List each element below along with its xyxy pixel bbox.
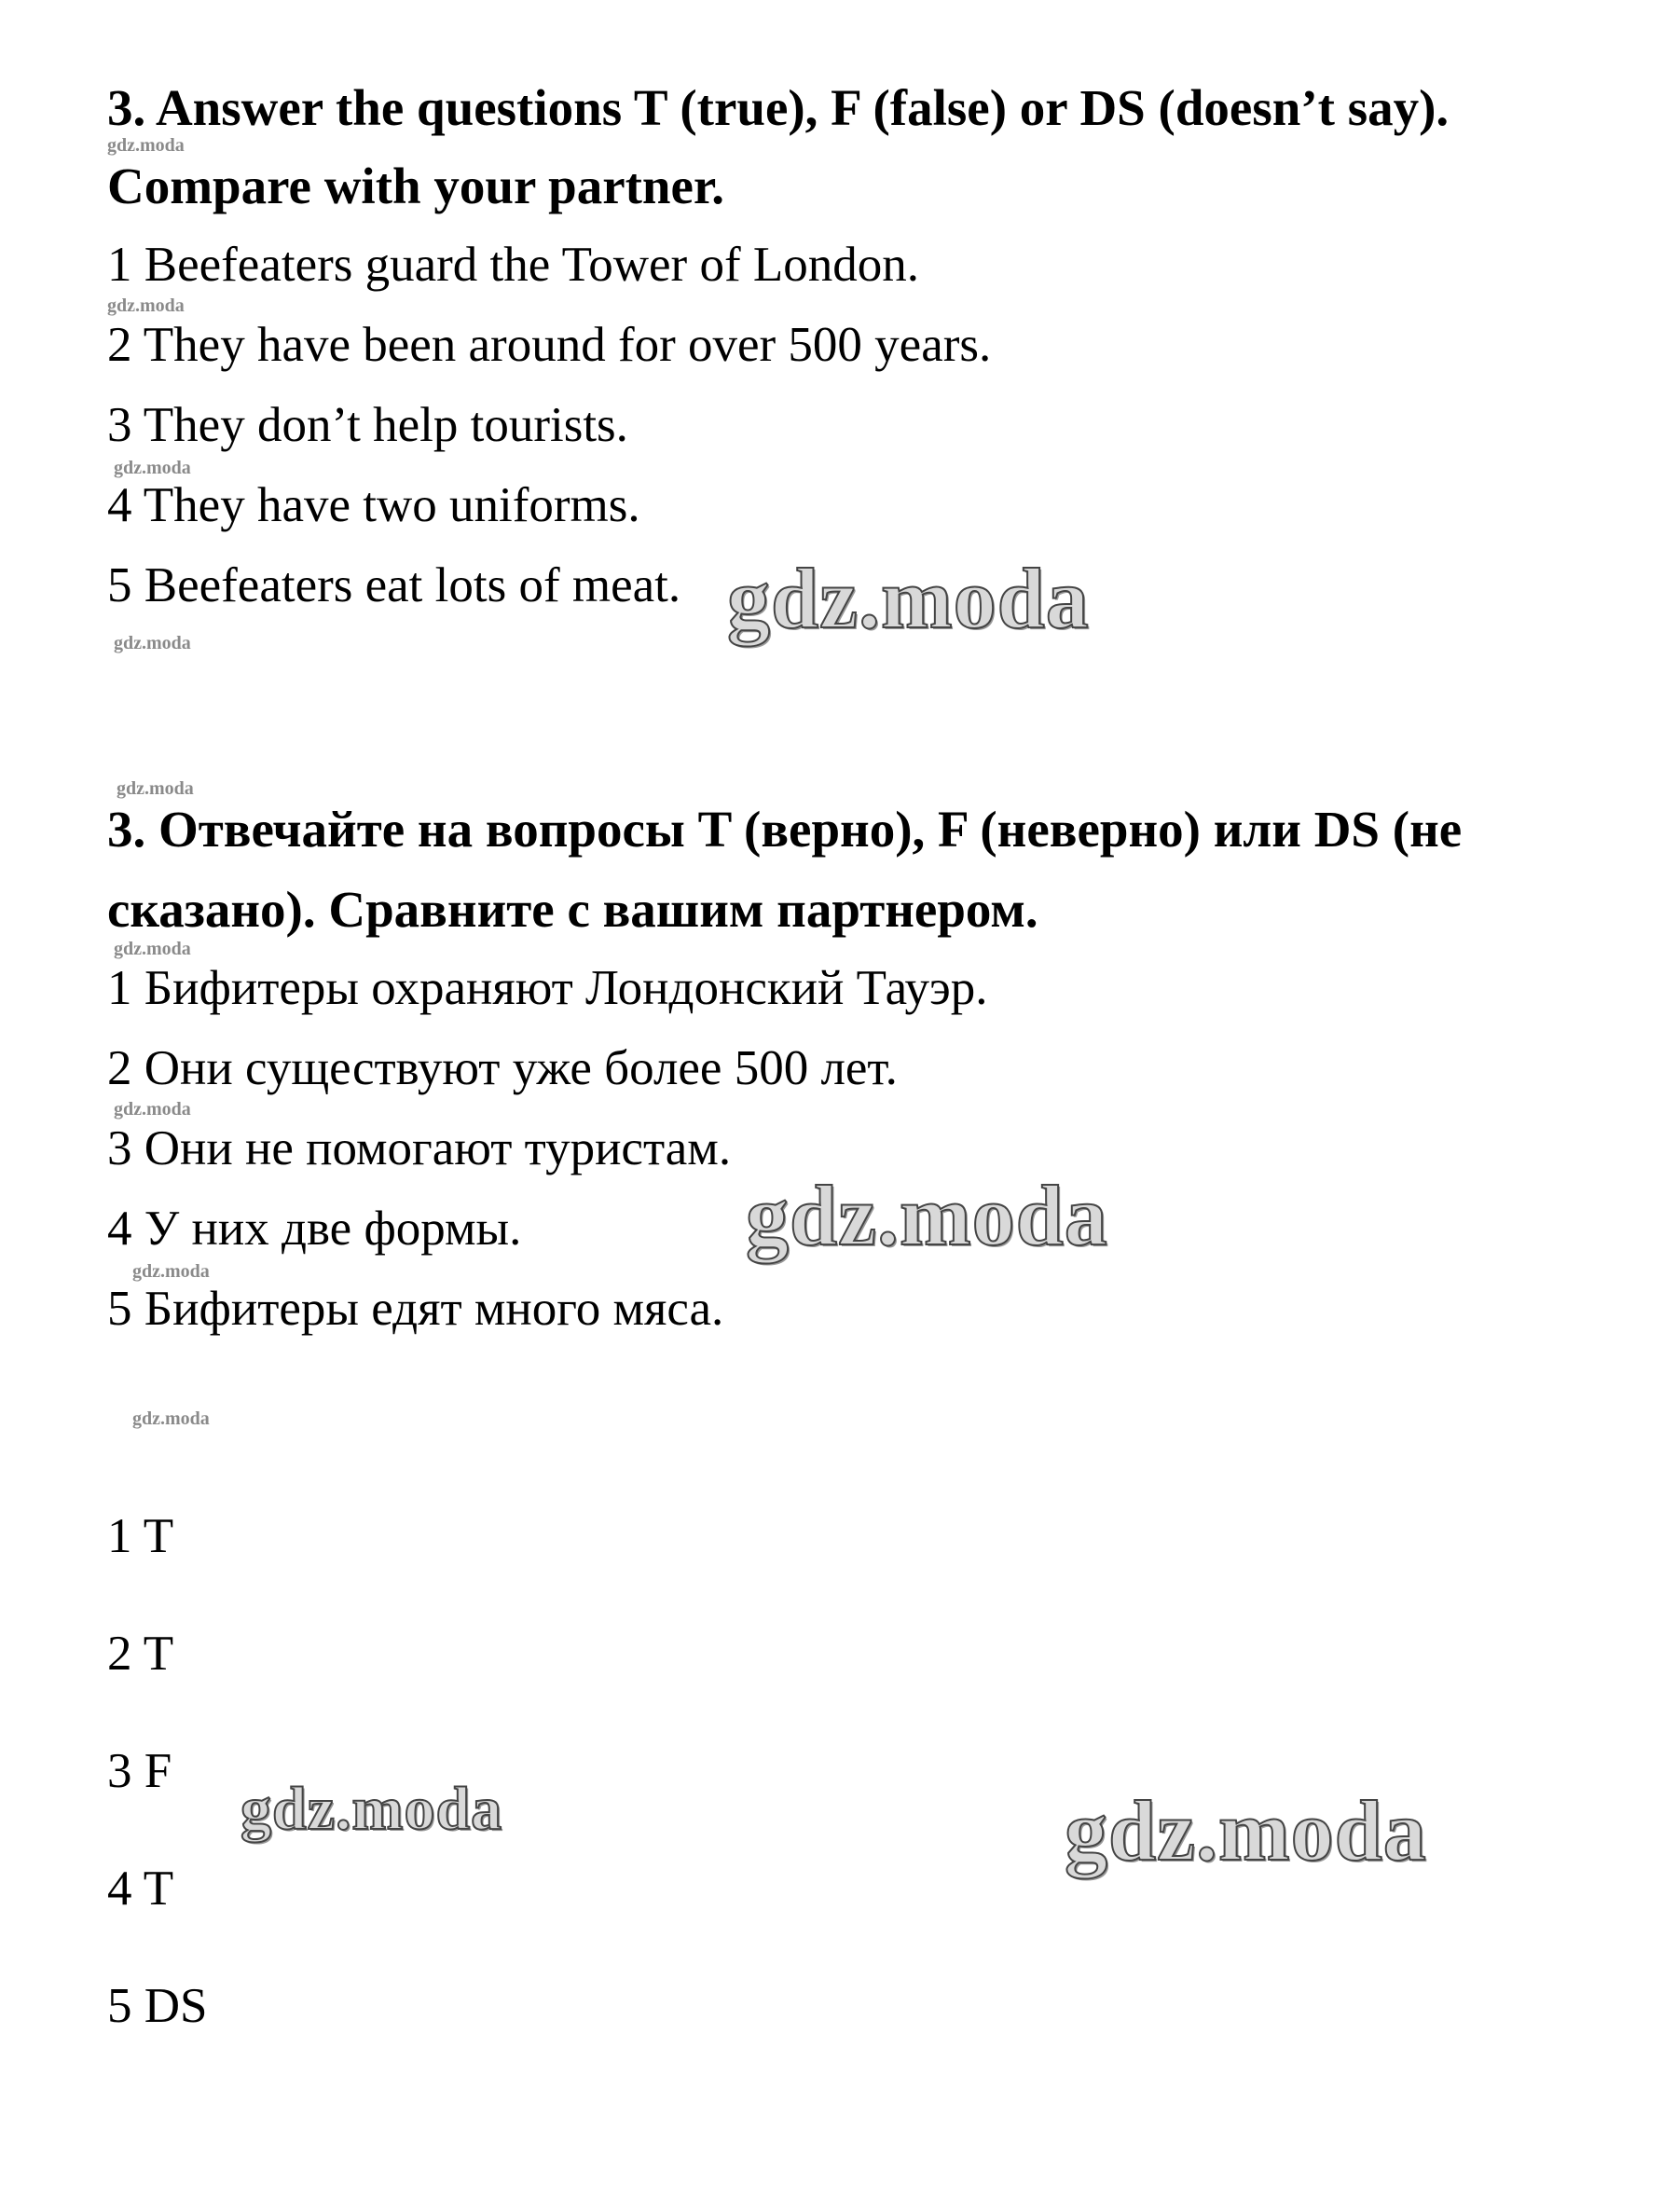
watermark-small: gdz.moda — [114, 1099, 191, 1120]
answer-5: 5 DS — [107, 1979, 208, 2033]
watermark-large: gdz.moda — [746, 1168, 1108, 1263]
russian-heading-line-1: 3. Отвечайте на вопросы T (верно), F (неверно) или DS (не — [107, 801, 1463, 858]
watermark-small: gdz.moda — [117, 778, 194, 799]
watermark-small: gdz.moda — [114, 633, 191, 653]
russian-heading-line-2: сказано). Сравните с вашим партнером. — [107, 881, 1038, 938]
answer-2: 2 T — [107, 1627, 174, 1681]
watermark-large: gdz.moda — [241, 1775, 503, 1843]
english-item-5: 5 Beefeaters eat lots of meat. — [107, 558, 681, 612]
answer-3: 3 F — [107, 1744, 172, 1798]
watermark-small: gdz.moda — [132, 1261, 210, 1282]
watermark-small: gdz.moda — [114, 939, 191, 959]
watermark-small: gdz.moda — [107, 135, 185, 156]
watermark-small: gdz.moda — [114, 458, 191, 478]
russian-item-4: 4 У них две формы. — [107, 1202, 522, 1256]
watermark-large: gdz.moda — [727, 551, 1090, 646]
russian-item-2: 2 Они существуют уже более 500 лет. — [107, 1041, 898, 1095]
answer-4: 4 T — [107, 1862, 174, 1916]
english-item-4: 4 They have two uniforms. — [107, 478, 640, 532]
watermark-small: gdz.moda — [132, 1408, 210, 1429]
english-heading-line-1: 3. Answer the questions T (true), F (false) or DS (doesn’t say). — [107, 79, 1450, 136]
russian-item-5: 5 Бифитеры едят много мяса. — [107, 1282, 724, 1336]
watermark-large: gdz.moda — [1065, 1783, 1427, 1878]
english-item-3: 3 They don’t help tourists. — [107, 398, 628, 452]
answer-1: 1 T — [107, 1509, 174, 1563]
english-item-2: 2 They have been around for over 500 years. — [107, 318, 992, 372]
watermark-small: gdz.moda — [107, 295, 185, 316]
english-heading-line-2: Compare with your partner. — [107, 158, 725, 214]
english-item-1: 1 Beefeaters guard the Tower of London. — [107, 238, 919, 292]
russian-item-1: 1 Бифитеры охраняют Лондонский Тауэр. — [107, 961, 988, 1015]
russian-item-3: 3 Они не помогают туристам. — [107, 1121, 732, 1175]
